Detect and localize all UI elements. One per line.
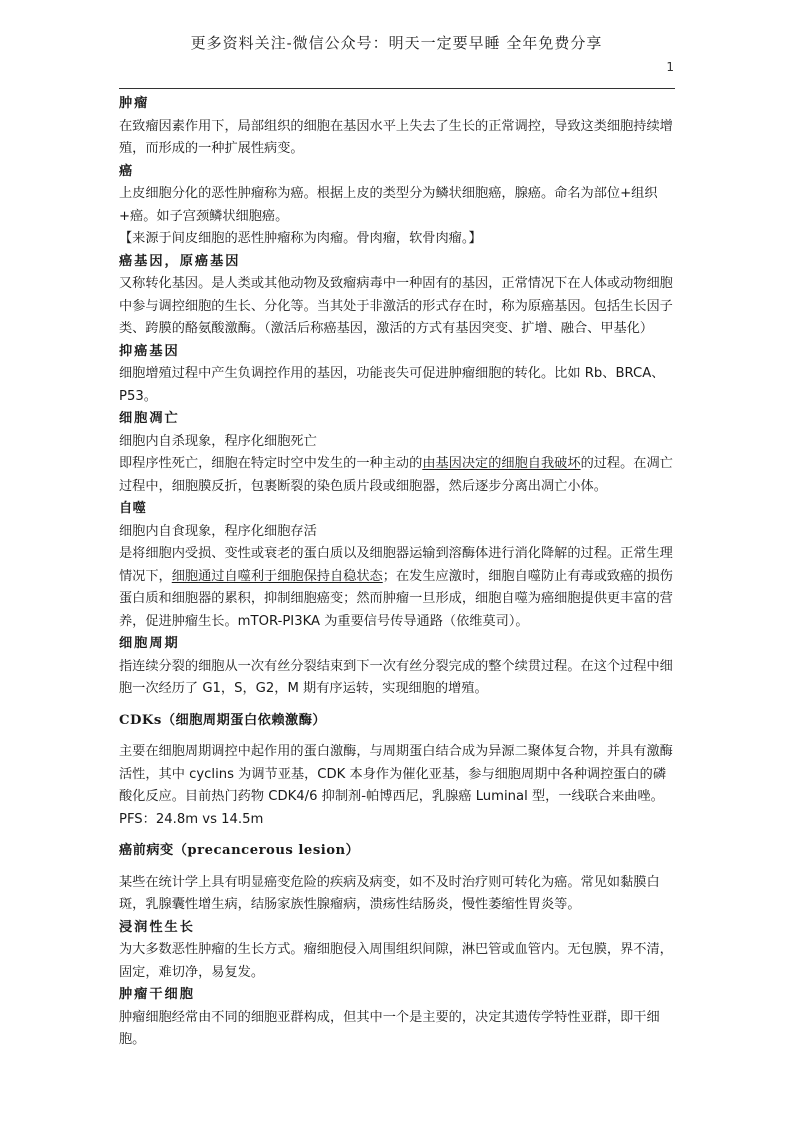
heading-cell-cycle: 细胞周期	[119, 636, 180, 651]
autophagy-text-post: ；在发生应激时，细胞自噬防止有毒或致癌的损伤蛋白质和细胞器的累积，抑制细胞癌变；然而肿瘤一旦形成，细胞自噬为癌细胞提供更丰富的营养，促进肿瘤生长。mTOR-PI3KA 为重要信号传导通路（依维莫司）。	[119, 568, 673, 629]
paragraph-autophagy-definition: 细胞内自食现象，程序化细胞存活	[119, 523, 317, 539]
page-number: 1	[666, 60, 674, 74]
heading-tumor-suppressor: 抑癌基因	[119, 343, 180, 359]
paragraph-cell-cycle: 指连续分裂的细胞从一次有丝分裂结束到下一次有丝分裂完成的整个续贯过程。在这个过程中细胞一次经历了 G1，S，G2，M 期有序运转，实现细胞的增殖。	[119, 658, 673, 696]
paragraph-tumor-suppressor: 细胞增殖过程中产生负调控作用的基因，功能丧失可促进肿瘤细胞的转化。比如 Rb、BRCA、P53。	[119, 366, 665, 404]
autophagy-underlined-text: 细胞通过自噬利于细胞保持自稳状态	[171, 568, 383, 584]
paragraph-precancerous: 某些在统计学上具有明显癌变危险的疾病及病变，如不及时治疗则可转化为癌。常见如黏膜白斑，乳腺囊性增生病，结肠家族性腺瘤病，溃疡性结肠炎，慢性萎缩性胃炎等。	[119, 874, 660, 912]
paragraph-apoptosis-definition: 细胞内自杀现象，程序化细胞死亡	[119, 433, 317, 449]
heading-cdks: CDKs（细胞周期蛋白依赖激酶）	[119, 712, 327, 728]
heading-tumor: 肿瘤	[119, 96, 150, 111]
paragraph-infiltrative-growth: 为大多数恶性肿瘤的生长方式。瘤细胞侵入周围组织间隙，淋巴管或血管内。无包膜，界不清，固定，难切净，易复发。	[119, 942, 673, 980]
heading-precancerous: 癌前病变（precancerous lesion）	[119, 843, 360, 858]
paragraph-tumor-stem-cell: 肿瘤细胞经常由不同的细胞亚群构成，但其中一个是主要的，决定其遗传学特性亚群，即干细胞。	[119, 1009, 660, 1047]
apoptosis-text-pre: 即程序性死亡，细胞在特定时空中发生的一种主动的	[119, 456, 423, 471]
heading-infiltrative-growth: 浸润性生长	[119, 919, 195, 935]
heading-oncogene: 癌基因，原癌基因	[119, 253, 241, 269]
header-divider	[119, 88, 675, 89]
paragraph-cancer: 上皮细胞分化的恶性肿瘤称为癌。根据上皮的类型分为鳞状细胞癌，腺癌。命名为部位+组织+癌。如子宫颈鳞状细胞癌。	[119, 186, 658, 224]
page-header-text: 更多资料关注-微信公众号：明天一定要早睡 全年免费分享	[190, 34, 603, 52]
paragraph-autophagy-detail	[119, 543, 679, 633]
heading-apoptosis: 细胞凋亡	[119, 411, 180, 426]
document-body	[119, 93, 679, 1052]
paragraph-oncogene: 又称转化基因。是人类或其他动物及致瘤病毒中一种固有的基因，正常情况下在人体或动物细胞中参与调控细胞的生长、分化等。当其处于非激活的形式存在时，称为原癌基因。包括生长因子类、跨膜的酪氨酸激酶。（激活后称癌基因，激活的方式有基因突变、扩增、融合、甲基化）	[119, 276, 673, 336]
heading-tumor-stem-cell: 肿瘤干细胞	[119, 987, 195, 1002]
apoptosis-text-post: 的过程。在凋亡过程中，细胞膜反折，包裹断裂的染色质片段或细胞器，然后逐步分离出凋亡小体。	[119, 456, 673, 494]
heading-cancer: 癌	[119, 163, 133, 179]
paragraph-cdks: 主要在细胞周期调控中起作用的蛋白激酶，与周期蛋白结合成为异源二聚体复合物，并具有激酶活性，其中 cyclins 为调节亚基，CDK 本身作为催化亚基，参与细胞周期中各种调控蛋白的磷酸化反应。目前热门药物 CDK4/6 抑制剂-帕博西尼，乳腺癌 Luminal 型，一线联合来曲唑。PFS：24.8m vs 14.5m	[119, 744, 673, 827]
paragraph-apoptosis-detail	[119, 453, 679, 498]
note-sarcoma: 【来源于间皮细胞的恶性肿瘤称为肉瘤。骨肉瘤，软骨肉瘤。】	[119, 231, 482, 246]
apoptosis-underlined-text: 由基因决定的细胞自我破坏	[422, 456, 581, 471]
paragraph-tumor: 在致瘤因素作用下，局部组织的细胞在基因水平上失去了生长的正常调控，导致这类细胞持续增殖，而形成的一种扩展性病变。	[119, 118, 673, 156]
autophagy-text-pre: 是将细胞内受损、变性或衰老的蛋白质以及细胞器运输到溶酶体进行消化降解的过程。正常生理情况下，	[119, 546, 673, 584]
heading-autophagy: 自噬	[119, 501, 147, 516]
